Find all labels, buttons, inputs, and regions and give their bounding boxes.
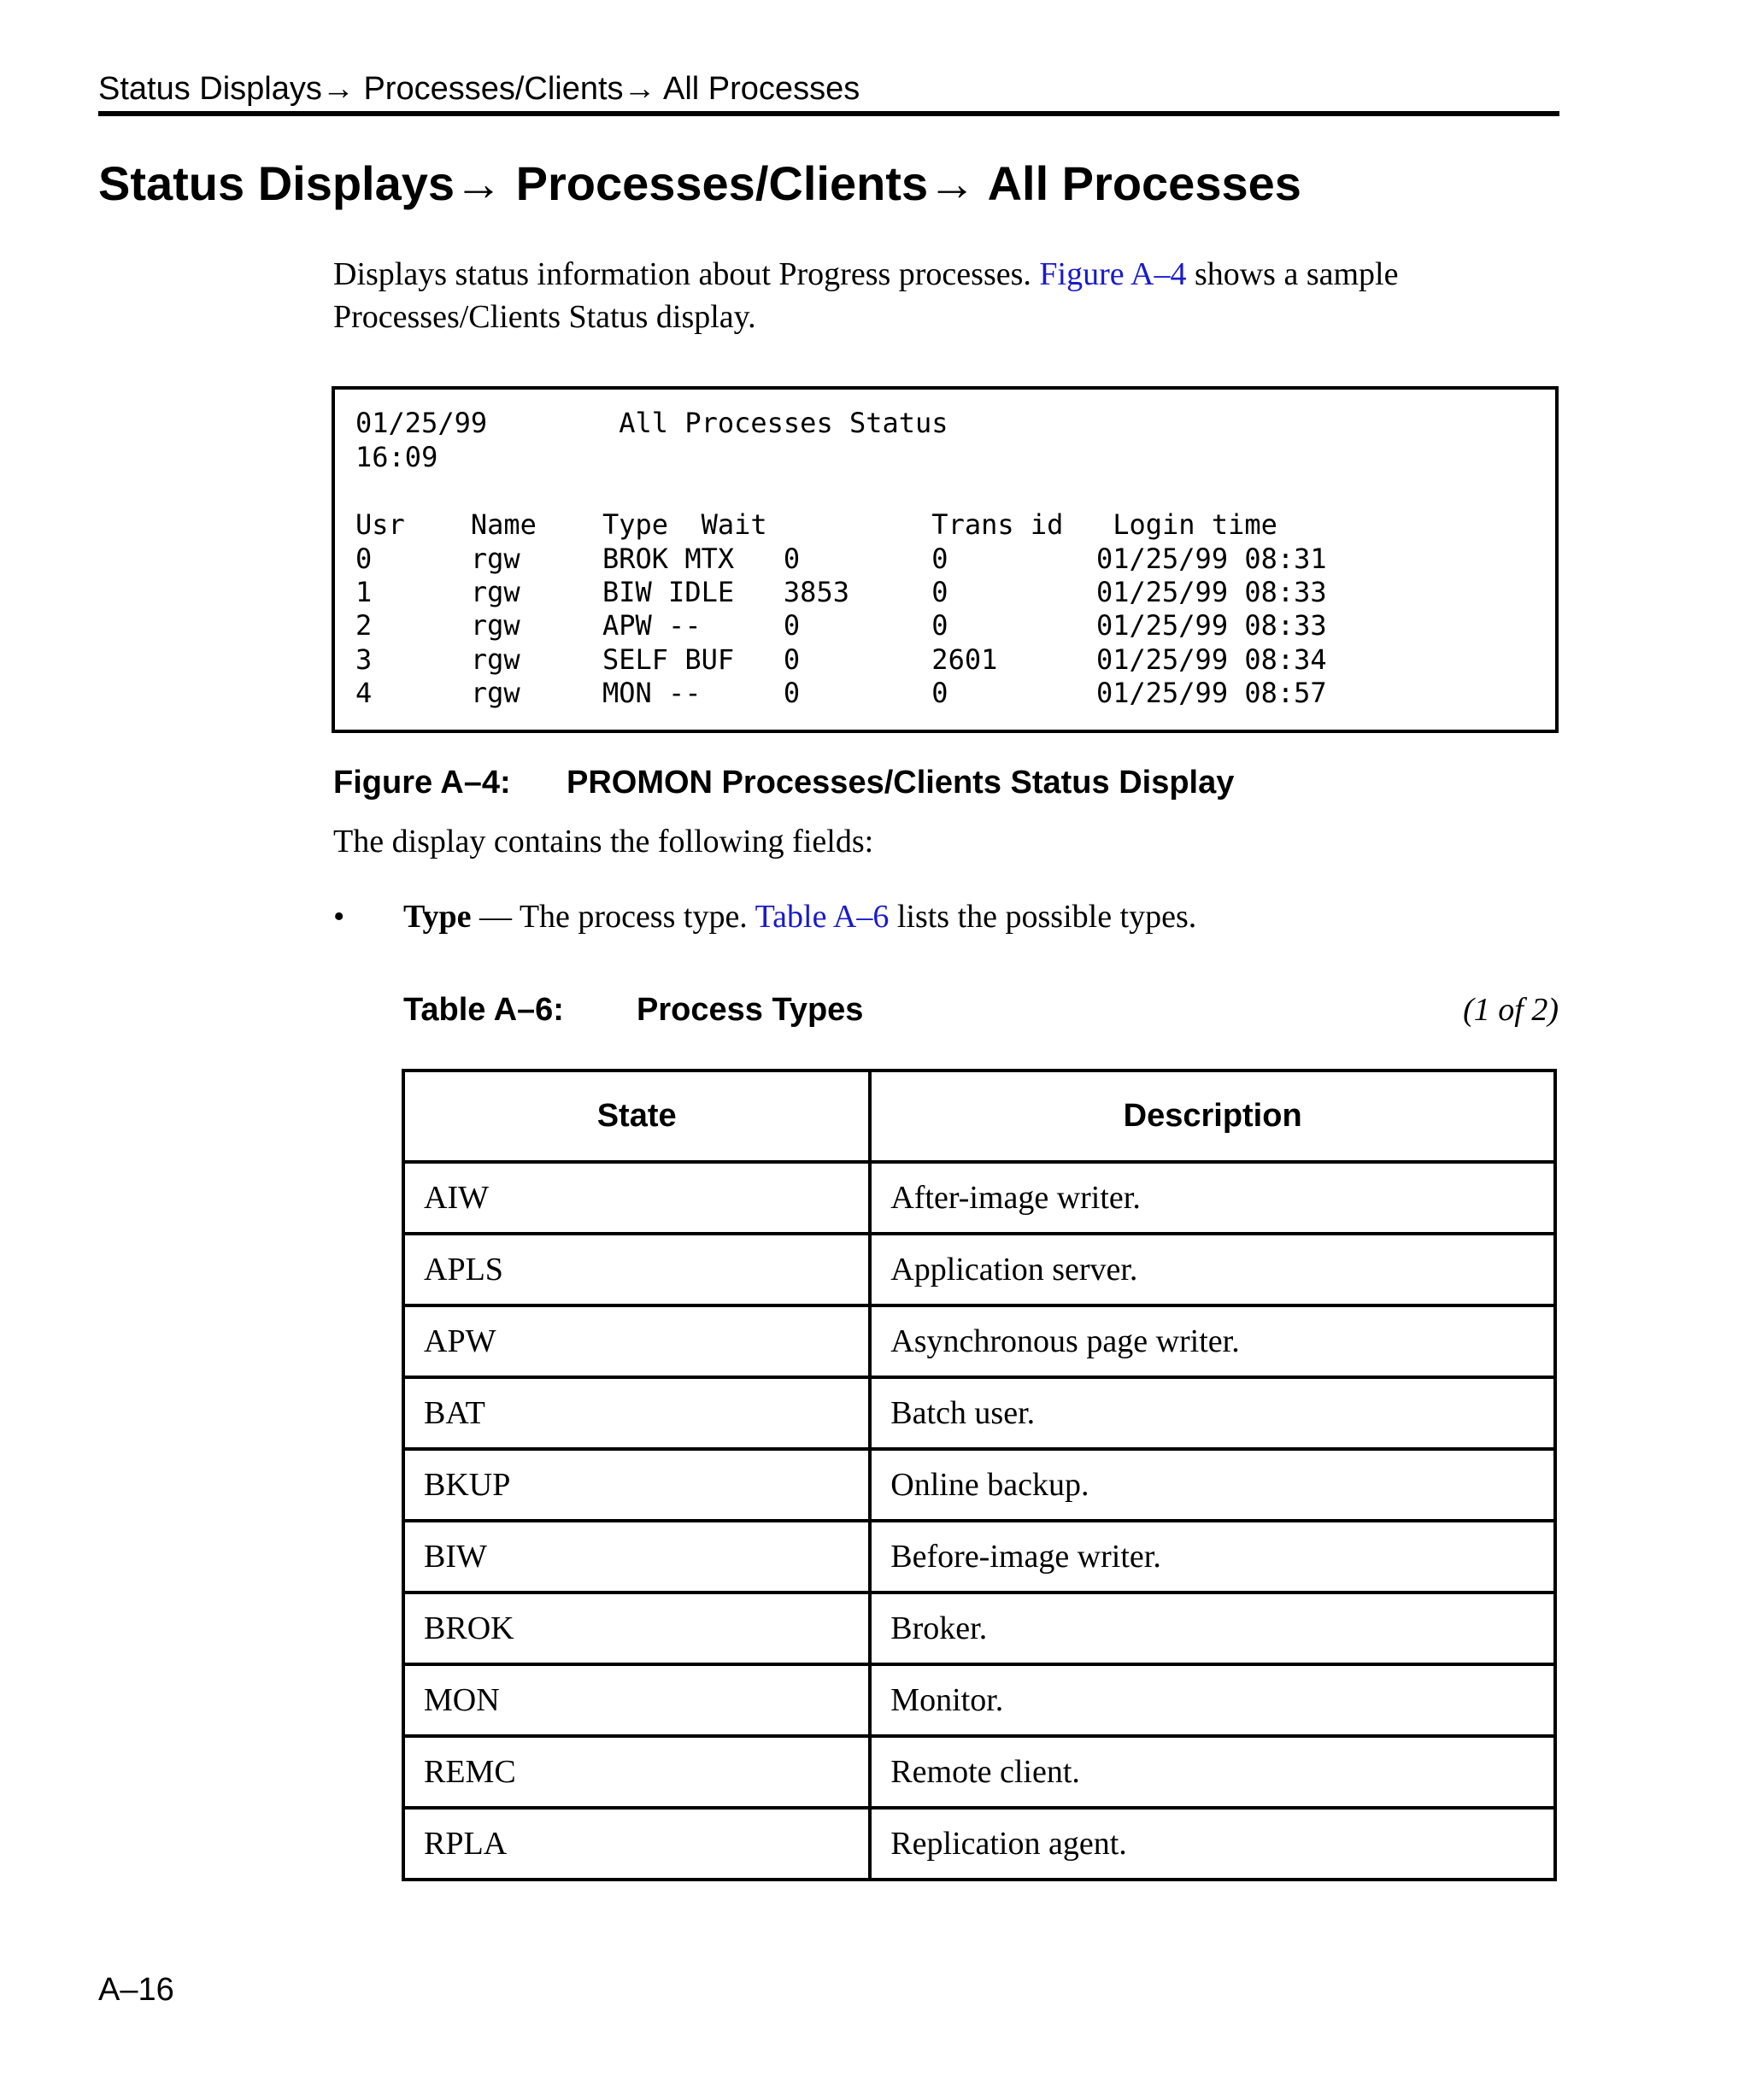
status-header-line: Usr Name Type Wait Trans id Login time xyxy=(355,508,1277,541)
intro-text-before: Displays status information about Progress processes. xyxy=(333,256,1040,292)
bullet-desc-before: — The process type. xyxy=(471,899,755,935)
state-cell: APLS xyxy=(403,1234,870,1305)
table-header-row xyxy=(403,1071,1555,1162)
status-line: 4 rgw MON -- 0 0 01/25/99 08:57 xyxy=(355,677,1327,709)
table-row xyxy=(403,1377,1555,1449)
header-rule xyxy=(98,111,1559,116)
running-header: Status Displays→ Processes/Clients→ All Processes xyxy=(98,71,860,107)
table-row xyxy=(403,1808,1555,1880)
fields-intro: The display contains the following fields: xyxy=(333,824,874,859)
description-cell: Batch user. xyxy=(870,1377,1555,1449)
table-label: Table A–6: xyxy=(403,992,564,1028)
state-cell: BKUP xyxy=(403,1449,870,1521)
intro-text-after: shows a sample Processes/Clients Status display. xyxy=(333,256,1399,335)
table-row xyxy=(403,1521,1555,1593)
state-cell: BROK xyxy=(403,1593,870,1664)
page-title: Status Displays→ Processes/Clients→ All Processes xyxy=(98,156,1301,210)
state-cell: RPLA xyxy=(403,1808,870,1880)
state-cell: MON xyxy=(403,1664,870,1736)
table-page-indicator: (1 of 2) xyxy=(1463,992,1559,1028)
status-line: 01/25/99 All Processes Status xyxy=(355,407,948,439)
description-cell: Broker. xyxy=(870,1593,1555,1664)
description-cell: After-image writer. xyxy=(870,1162,1555,1234)
description-cell: Application server. xyxy=(870,1234,1555,1305)
status-line: 3 rgw SELF BUF 0 2601 01/25/99 08:34 xyxy=(355,643,1327,676)
status-display-box xyxy=(332,386,1559,733)
table-row xyxy=(403,1162,1555,1234)
status-line: 2 rgw APW -- 0 0 01/25/99 08:33 xyxy=(355,609,1327,642)
page-number: A–16 xyxy=(98,1972,174,2008)
bullet-icon: • xyxy=(333,899,345,935)
description-cell: Asynchronous page writer. xyxy=(870,1305,1555,1377)
description-cell: Online backup. xyxy=(870,1449,1555,1521)
figure-a4-link[interactable]: Figure A–4 xyxy=(1039,256,1187,292)
column-header-state: State xyxy=(403,1071,870,1162)
table-row xyxy=(403,1234,1555,1305)
figure-label: Figure A–4: xyxy=(333,765,511,801)
description-cell: Replication agent. xyxy=(870,1808,1555,1880)
figure-caption xyxy=(333,762,1234,803)
process-types-table xyxy=(402,1069,1557,1881)
table-row xyxy=(403,1736,1555,1808)
table-row xyxy=(403,1664,1555,1736)
state-cell: REMC xyxy=(403,1736,870,1808)
intro-paragraph xyxy=(333,253,1555,338)
state-cell: BAT xyxy=(403,1377,870,1449)
state-cell: AIW xyxy=(403,1162,870,1234)
table-title: Process Types xyxy=(637,992,864,1028)
table-row xyxy=(403,1593,1555,1664)
bullet-text xyxy=(403,895,1196,938)
column-header-description: Description xyxy=(870,1071,1555,1162)
status-line: 0 rgw BROK MTX 0 0 01/25/99 08:31 xyxy=(355,543,1327,575)
bullet-desc-after: lists the possible types. xyxy=(889,899,1197,935)
figure-title: PROMON Processes/Clients Status Display xyxy=(567,765,1235,801)
description-cell: Remote client. xyxy=(870,1736,1555,1808)
description-cell: Before-image writer. xyxy=(870,1521,1555,1593)
description-cell: Monitor. xyxy=(870,1664,1555,1736)
table-caption xyxy=(403,988,1559,1031)
table-row xyxy=(403,1305,1555,1377)
status-line: 1 rgw BIW IDLE 3853 0 01/25/99 08:33 xyxy=(355,576,1327,608)
table-row xyxy=(403,1449,1555,1521)
state-cell: BIW xyxy=(403,1521,870,1593)
bullet-term: Type xyxy=(403,899,472,935)
state-cell: APW xyxy=(403,1305,870,1377)
status-line: 16:09 xyxy=(355,441,438,473)
table-a6-link[interactable]: Table A–6 xyxy=(755,899,890,935)
